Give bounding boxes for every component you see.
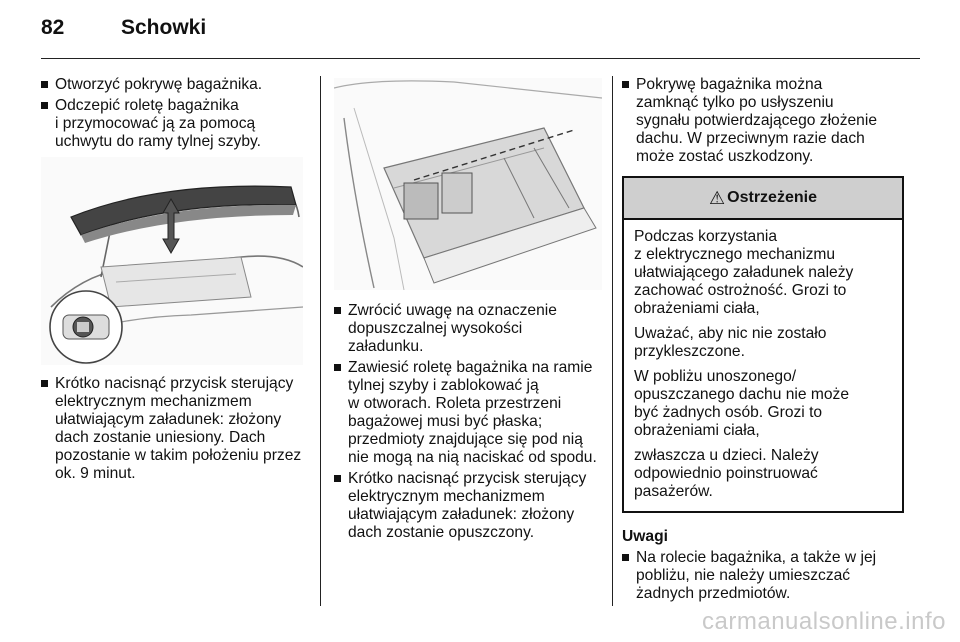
header-rule — [41, 58, 920, 59]
page-header — [41, 16, 206, 52]
column-divider — [320, 76, 321, 606]
warning-paragraph: W pobliżu unoszonego/ opuszczanego dachu nie może być żadnych osób. Grozi to obrażeniami ciała, — [634, 368, 849, 439]
column-2 — [334, 76, 606, 545]
list-item: Odczepić roletę bagażnika i przymocować ją za pomocą uchwytu do ramy tylnej szyby. — [41, 97, 306, 151]
page-number: 82 — [41, 16, 65, 39]
trunk-cover-illustration — [334, 78, 602, 290]
warning-paragraph: Uważać, aby nic nie zostało przykleszczone. — [634, 325, 827, 360]
watermark: carmanualsonline.info — [702, 608, 946, 635]
column-divider — [612, 76, 613, 606]
list-item: Krótko nacisnąć przycisk sterujący elektrycznym mechanizmem ułatwiającym załadunek: złożony dach zostanie uniesiony. Dach pozostanie w takim położeniu przez ok. 9 minut. — [41, 375, 306, 483]
list-item: Otworzyć pokrywę bagażnika. — [41, 76, 306, 94]
list-item: Na rolecie bagażnika, a także w jej pobliżu, nie należy umieszczać żadnych przedmiotów. — [622, 549, 904, 603]
list-item: Krótko nacisnąć przycisk sterujący elektrycznym mechanizmem ułatwiającym załadunek: złożony dach zostanie opuszczony. — [334, 470, 606, 542]
warning-header — [624, 178, 902, 220]
instruction-list — [622, 76, 904, 166]
note-list — [622, 549, 904, 603]
column-1 — [41, 76, 306, 486]
instruction-list — [41, 375, 306, 483]
warning-icon: ⚠ — [709, 188, 726, 208]
warning-title: Ostrzeżenie — [727, 189, 817, 206]
list-item: Pokrywę bagażnika można zamknąć tylko po usłyszeniu sygnału potwierdzającego złożenie dachu. W przeciwnym razie dach może zostać uszkodzony. — [622, 76, 904, 166]
page-title: Schowki — [121, 16, 207, 39]
warning-paragraph: Podczas korzystania z elektrycznego mechanizmu ułatwiającego załadunek należy zachować ostrożność. Grozi to obrażeniami ciała, — [634, 228, 854, 317]
instruction-list — [334, 302, 606, 542]
note-title: Uwagi — [622, 528, 668, 545]
warning-body — [624, 220, 902, 511]
warning-paragraph: zwłaszcza u dzieci. Należy odpowiednio poinstruować pasażerów. — [634, 447, 819, 500]
trunk-roof-illustration — [41, 157, 303, 365]
warning-box — [622, 176, 904, 513]
instruction-list — [41, 76, 306, 151]
list-item: Zawiesić roletę bagażnika na ramie tylnej szyby i zablokować ją w otworach. Roleta przestrzeni bagażowej musi być płaska; przedmioty znajdujące się pod nią nie mogą na nią naciskać od spodu. — [334, 359, 606, 467]
list-item: Zwrócić uwagę na oznaczenie dopuszczalnej wysokości załadunku. — [334, 302, 606, 356]
column-3 — [622, 76, 904, 606]
